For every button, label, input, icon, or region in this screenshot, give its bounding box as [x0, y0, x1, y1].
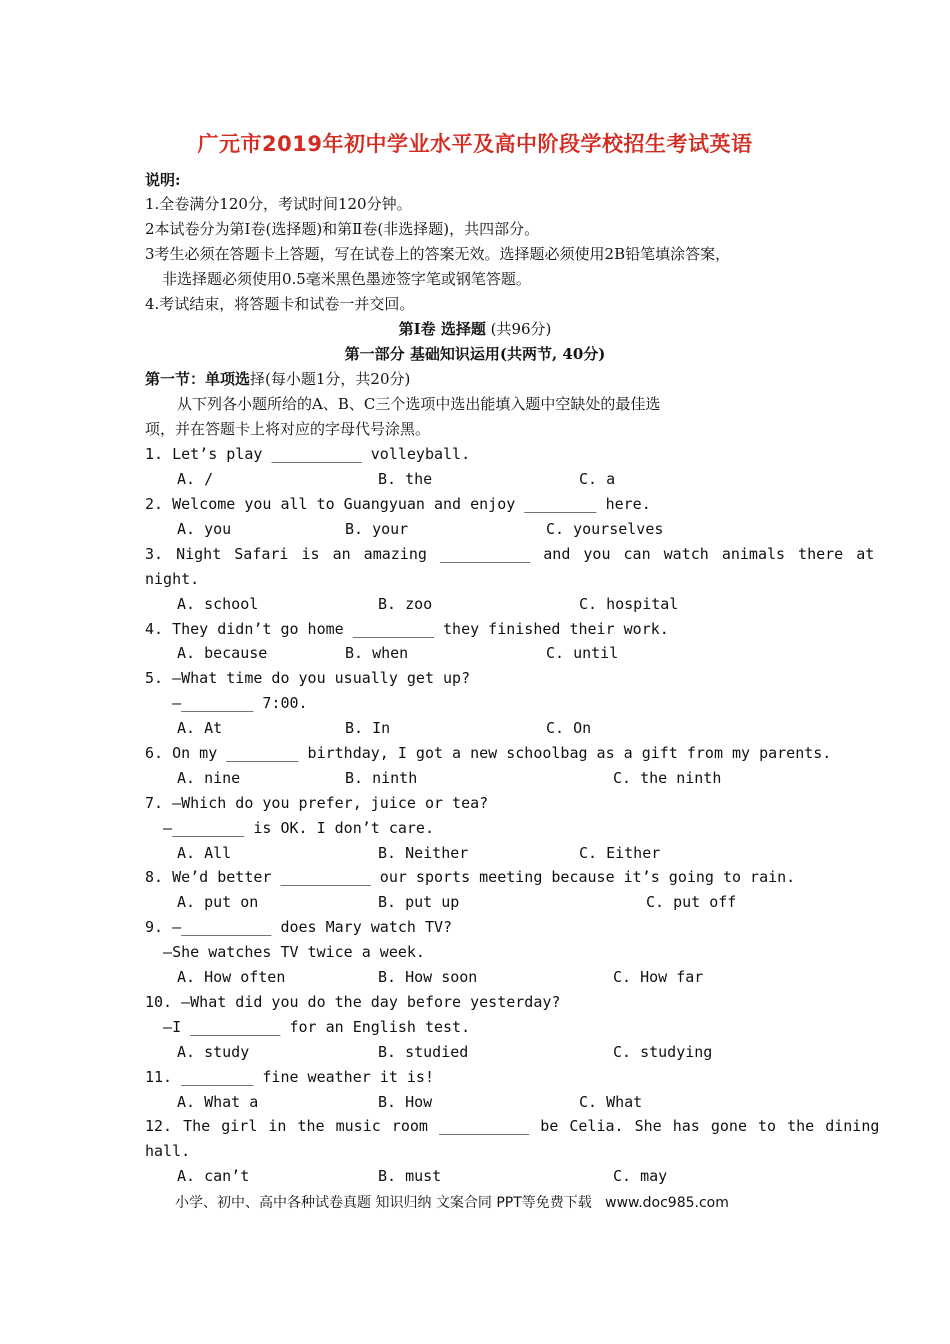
- option-c: C. put off: [646, 893, 737, 911]
- option-c: C. hospital: [579, 595, 679, 613]
- option-c: C. What: [579, 1093, 643, 1111]
- instruction-item: 4.考试结束，将答题卡和试卷一并交回。: [145, 295, 415, 313]
- question-stem: 6. On my ________ birthday, I got a new schoolbag as a gift from my parents.: [145, 744, 832, 762]
- option-c: C. the ninth: [613, 769, 722, 787]
- section-heading: [145, 369, 410, 389]
- option-a: A. What a: [177, 1093, 259, 1111]
- option-c: C. On: [546, 719, 592, 737]
- question-stem: 5. —What time do you usually get up?: [145, 669, 471, 687]
- question-stem-continued: night.: [145, 570, 200, 588]
- question-stem: 9. —__________ does Mary watch TV?: [145, 918, 453, 936]
- instruction-item: 2本试卷分为第Ⅰ卷(选择题)和第Ⅱ卷(非选择题)，共四部分。: [145, 220, 540, 238]
- option-c: C. Either: [579, 844, 661, 862]
- question-stem: 12. The girl in the music room __________ be Celia. She has gone to the dining: [145, 1117, 880, 1135]
- part-heading: 第一部分 基础知识运用(共两节, 40分): [344, 345, 606, 363]
- option-b: B. How soon: [378, 968, 478, 986]
- option-b: B. when: [345, 644, 409, 662]
- option-a: A. put on: [177, 893, 259, 911]
- instructions-heading: 说明:: [145, 171, 181, 189]
- option-b: B. In: [345, 719, 391, 737]
- option-a: A. /: [177, 470, 214, 488]
- instruction-item: 1.全卷满分120分，考试时间120分钟。: [145, 195, 412, 213]
- option-a: A. can’t: [177, 1167, 250, 1185]
- option-b: B. zoo: [378, 595, 433, 613]
- option-c: C. yourselves: [546, 520, 664, 538]
- option-c: C. studying: [613, 1043, 713, 1061]
- volume-title: 第Ⅰ卷 选择题: [398, 320, 486, 338]
- option-a: A. How often: [177, 968, 286, 986]
- page-title: 广元市2019年初中学业水平及高中阶段学校招生考试英语: [197, 132, 753, 156]
- instruction-item: 3考生必须在答题卡上答题，写在试卷上的答案无效。选择题必须使用2B铅笔填涂答案，: [145, 245, 731, 263]
- option-b: B. Neither: [378, 844, 469, 862]
- question-stem: 2. Welcome you all to Guangyuan and enjoy ________ here.: [145, 495, 651, 513]
- option-b: B. the: [378, 470, 433, 488]
- option-c: C. may: [613, 1167, 668, 1185]
- option-b: B. put up: [378, 893, 460, 911]
- option-a: A. study: [177, 1043, 250, 1061]
- option-b: B. studied: [378, 1043, 469, 1061]
- section-title: 第一节：单项选: [145, 370, 251, 388]
- option-a: A. nine: [177, 769, 241, 787]
- option-b: B. must: [378, 1167, 442, 1185]
- option-c: C. How far: [613, 968, 704, 986]
- option-c: C. a: [579, 470, 616, 488]
- question-stem-continued: —She watches TV twice a week.: [145, 943, 425, 961]
- question-stem: 4. They didn’t go home _________ they finished their work.: [145, 620, 669, 638]
- section-score: 择(每小题1分，共20分): [250, 370, 411, 388]
- section-direction: 从下列各小题所给的A、B、C三个选项中选出能填入题中空缺处的最佳选: [177, 395, 661, 413]
- instruction-item: 非选择题必须使用0.5毫米黑色墨迹签字笔或钢笔答题。: [162, 270, 531, 288]
- volume-score: (共96分): [485, 320, 552, 338]
- question-stem-continued: hall.: [145, 1142, 191, 1160]
- question-stem: 11. ________ fine weather it is!: [145, 1068, 434, 1086]
- question-stem: 10. —What did you do the day before yesterday?: [145, 993, 561, 1011]
- question-stem-continued: —________ is OK. I don’t care.: [145, 819, 434, 837]
- option-a: A. All: [177, 844, 232, 862]
- question-stem-continued: —________ 7:00.: [145, 694, 308, 712]
- question-stem: 8. We’d better __________ our sports meeting because it’s going to rain.: [145, 868, 796, 886]
- option-a: A. because: [177, 644, 268, 662]
- question-stem-continued: —I __________ for an English test.: [145, 1018, 471, 1036]
- section-direction: 项，并在答题卡上将对应的字母代号涂黑。: [145, 420, 431, 438]
- volume-heading: [0, 319, 950, 339]
- question-stem: 7. —Which do you prefer, juice or tea?: [145, 794, 489, 812]
- option-a: A. At: [177, 719, 223, 737]
- option-a: A. school: [177, 595, 259, 613]
- option-a: A. you: [177, 520, 232, 538]
- question-stem: 1. Let’s play __________ volleyball.: [145, 445, 471, 463]
- footer-watermark: 小学、初中、高中各种试卷真题 知识归纳 文案合同 PPT等免费下载 www.doc985.com: [175, 1195, 729, 1211]
- option-c: C. until: [546, 644, 619, 662]
- option-b: B. How: [378, 1093, 433, 1111]
- option-b: B. ninth: [345, 769, 418, 787]
- option-b: B. your: [345, 520, 409, 538]
- question-stem: 3. Night Safari is an amazing __________ and you can watch animals there at: [145, 545, 875, 563]
